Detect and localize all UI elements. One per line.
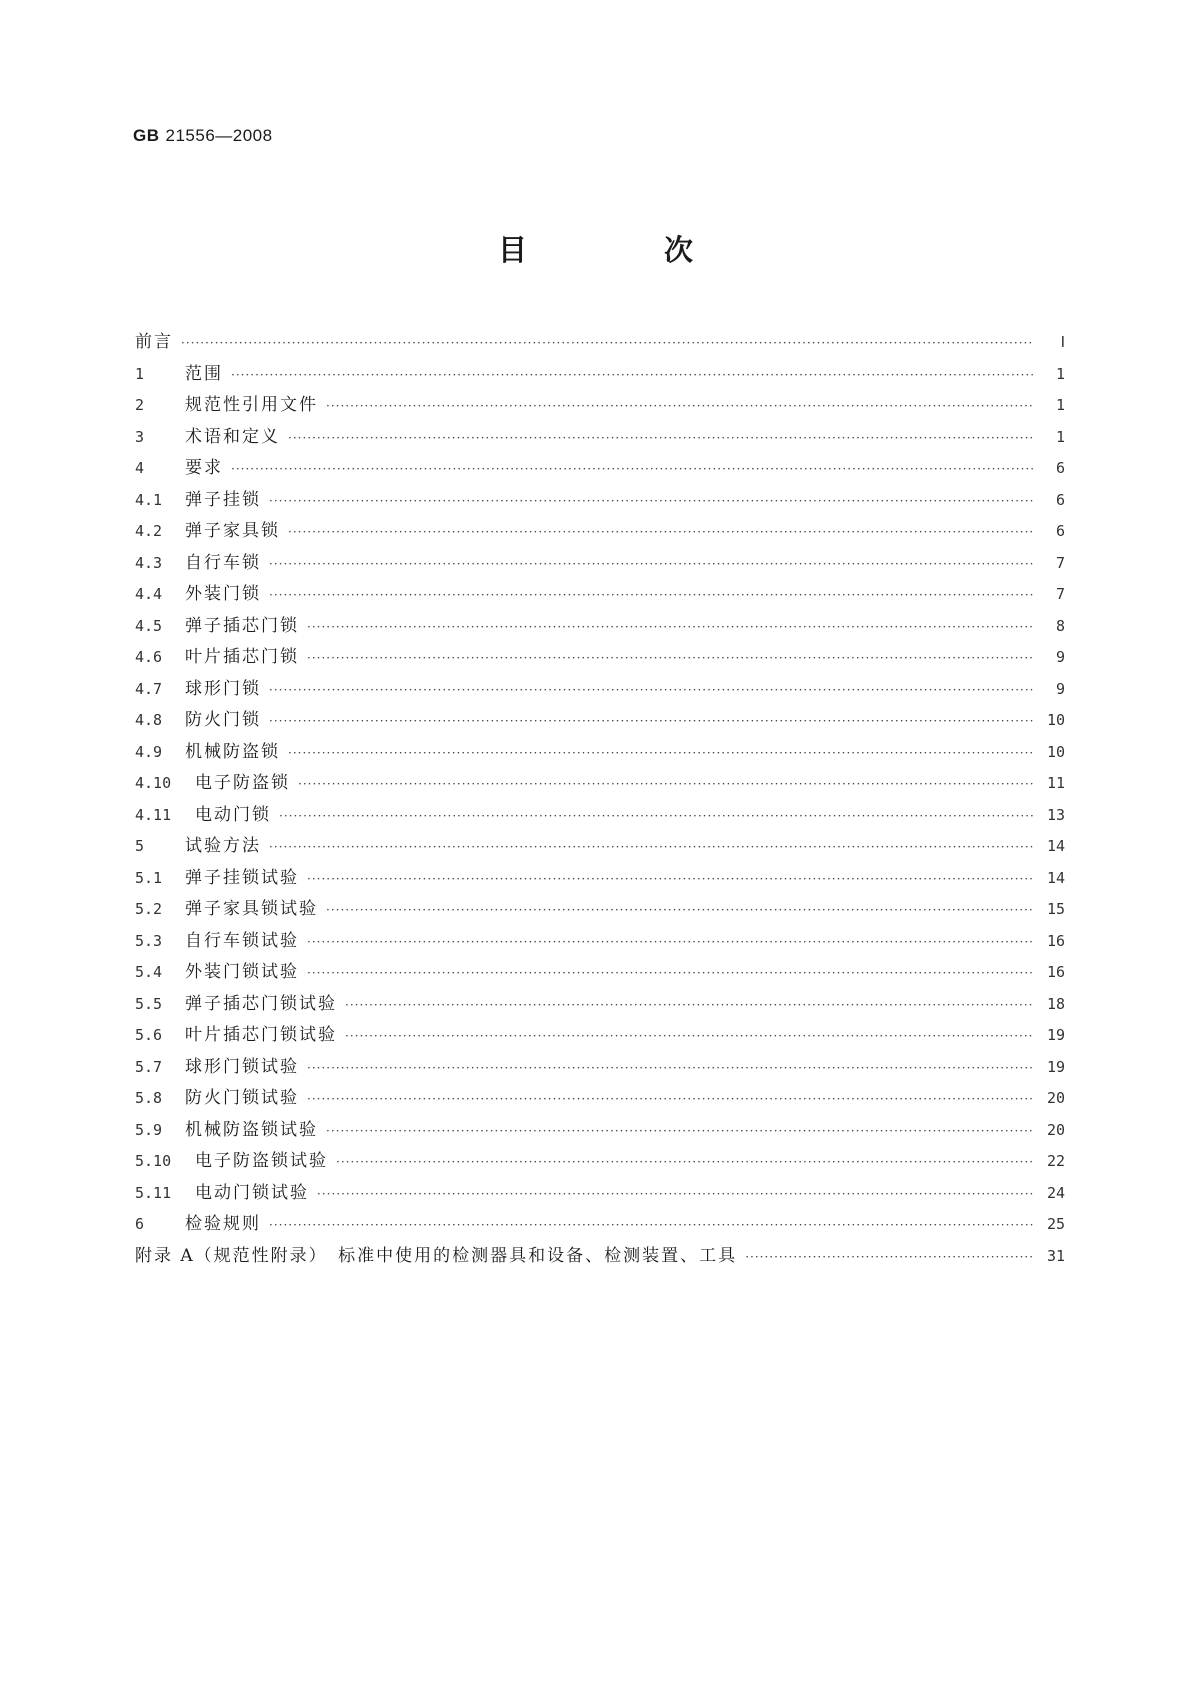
standard-number: 21556—2008 bbox=[165, 126, 273, 145]
toc-entry-number: 4.6 bbox=[135, 648, 163, 666]
toc-entry-number: 4.10 bbox=[135, 774, 172, 792]
toc-entry-title: 电动门锁试验 bbox=[195, 1182, 309, 1203]
toc-entry-title: 弹子插芯门锁试验 bbox=[185, 993, 337, 1014]
toc-entry-number: 5.11 bbox=[135, 1183, 172, 1202]
toc-entry[interactable] bbox=[135, 894, 1065, 926]
toc-entry-title: 外装门锁 bbox=[185, 584, 261, 604]
toc-entry[interactable] bbox=[135, 926, 1065, 958]
toc-dot-leader bbox=[269, 675, 1033, 707]
toc-entry[interactable] bbox=[135, 1178, 1065, 1210]
toc-dot-leader bbox=[307, 643, 1033, 675]
toc-entry-page: 14 bbox=[1046, 837, 1065, 855]
toc-entry-number: 5.4 bbox=[135, 963, 163, 981]
toc-dot-leader bbox=[231, 360, 1033, 392]
toc-entry-page: 9 bbox=[1055, 679, 1065, 698]
toc-entry[interactable] bbox=[135, 863, 1065, 895]
toc-entry[interactable] bbox=[135, 327, 1065, 359]
toc-dot-leader bbox=[345, 990, 1033, 1022]
toc-dot-leader bbox=[307, 1053, 1033, 1085]
toc-entry-title: 防火门锁 bbox=[185, 710, 261, 730]
toc-entry-title: 叶片插芯门锁 bbox=[185, 647, 299, 667]
toc-entry-number: 5.5 bbox=[135, 994, 163, 1013]
toc-entry-page: 19 bbox=[1046, 1026, 1065, 1044]
toc-entry-number: 5.3 bbox=[135, 931, 163, 950]
toc-dot-leader bbox=[307, 958, 1033, 990]
toc-entry[interactable] bbox=[135, 579, 1065, 611]
toc-entry-number: 5.2 bbox=[135, 900, 163, 918]
toc-entry-page: Ⅰ bbox=[1060, 333, 1065, 351]
toc-dot-leader bbox=[269, 706, 1033, 738]
toc-entry[interactable] bbox=[135, 1209, 1065, 1241]
toc-entry-title: 术语和定义 bbox=[185, 426, 280, 447]
toc-entry[interactable] bbox=[135, 705, 1065, 737]
toc-entry[interactable] bbox=[135, 611, 1065, 643]
toc-dot-leader bbox=[326, 391, 1033, 423]
toc-entry-title: 电子防盗锁 bbox=[195, 773, 290, 793]
toc-dot-leader bbox=[231, 454, 1033, 486]
toc-dot-leader bbox=[345, 1021, 1033, 1053]
toc-entry-page: 1 bbox=[1055, 364, 1065, 383]
toc-entry-title: 外装门锁试验 bbox=[185, 962, 299, 982]
toc-entry[interactable] bbox=[135, 516, 1065, 548]
toc-dot-leader bbox=[317, 1179, 1033, 1211]
toc-entry[interactable] bbox=[135, 768, 1065, 800]
toc-entry-number: 4.2 bbox=[135, 522, 163, 540]
toc-entry-title: 试验方法 bbox=[185, 836, 261, 856]
toc-entry-number: 5.8 bbox=[135, 1089, 163, 1107]
toc-dot-leader bbox=[269, 486, 1033, 518]
toc-entry-title: 规范性引用文件 bbox=[185, 395, 318, 415]
toc-entry-number: 3 bbox=[135, 427, 145, 446]
toc-entry[interactable] bbox=[135, 485, 1065, 517]
toc-entry-page: 1 bbox=[1055, 396, 1065, 414]
toc-entry-page: 6 bbox=[1055, 490, 1065, 509]
toc-entry-number: 4.1 bbox=[135, 490, 163, 509]
toc-entry-number: 6 bbox=[135, 1215, 145, 1233]
toc-entry-title: 弹子家具锁试验 bbox=[185, 899, 318, 919]
toc-entry-title: 弹子插芯门锁 bbox=[185, 615, 299, 636]
toc-entry-page: 18 bbox=[1046, 994, 1065, 1013]
toc-entry[interactable] bbox=[135, 1052, 1065, 1084]
toc-entry-page: 6 bbox=[1055, 522, 1065, 540]
toc-dot-leader bbox=[288, 738, 1033, 770]
toc-dot-leader bbox=[307, 927, 1033, 959]
toc-entry-page: 25 bbox=[1046, 1215, 1065, 1233]
toc-entry-title: 要求 bbox=[185, 458, 223, 478]
toc-entry-page: 1 bbox=[1055, 427, 1065, 446]
toc-entry-page: 7 bbox=[1055, 585, 1065, 603]
toc-entry-page: 31 bbox=[1046, 1246, 1065, 1265]
toc-dot-leader bbox=[326, 895, 1033, 927]
toc-entry-number: 5.7 bbox=[135, 1057, 163, 1076]
toc-entry-title: 电动门锁 bbox=[195, 804, 271, 825]
toc-entry[interactable] bbox=[135, 1083, 1065, 1115]
toc-dot-leader bbox=[269, 1210, 1033, 1242]
toc-entry-title: 球形门锁试验 bbox=[185, 1056, 299, 1077]
toc-entry-page: 22 bbox=[1046, 1152, 1065, 1170]
toc-dot-leader bbox=[336, 1147, 1033, 1179]
toc-entry-page: 20 bbox=[1046, 1089, 1065, 1107]
toc-dot-leader bbox=[298, 769, 1033, 801]
toc-entry[interactable] bbox=[135, 674, 1065, 706]
toc-entry-page: 10 bbox=[1046, 742, 1065, 761]
toc-entry-title: 弹子挂锁试验 bbox=[185, 867, 299, 888]
toc-entry[interactable] bbox=[135, 359, 1065, 391]
toc-entry-number: 4.8 bbox=[135, 711, 163, 729]
toc-entry[interactable] bbox=[135, 1020, 1065, 1052]
toc-dot-leader bbox=[307, 612, 1033, 644]
toc-entry-title: 前言 bbox=[135, 332, 173, 352]
toc-entry-page: 9 bbox=[1055, 648, 1065, 666]
toc-entry-number: 5.1 bbox=[135, 868, 163, 887]
toc-entry-page: 13 bbox=[1046, 805, 1065, 824]
toc-dot-leader bbox=[288, 517, 1033, 549]
toc-title: 目 次 bbox=[497, 233, 747, 267]
toc-entry[interactable] bbox=[135, 989, 1065, 1021]
toc-entry-number: 1 bbox=[135, 364, 145, 383]
toc-entry-page: 7 bbox=[1055, 553, 1065, 572]
toc-entry-title: 自行车锁试验 bbox=[185, 930, 299, 951]
toc-entry-title: 检验规则 bbox=[185, 1214, 261, 1234]
toc-entry[interactable] bbox=[135, 453, 1065, 485]
toc-entry[interactable] bbox=[135, 957, 1065, 989]
toc-entry[interactable] bbox=[135, 1241, 1065, 1273]
toc-entry-title: 自行车锁 bbox=[185, 552, 261, 573]
toc-entry-title: 机械防盗锁试验 bbox=[185, 1119, 318, 1140]
standard-prefix: GB bbox=[133, 126, 160, 145]
toc-dot-leader bbox=[181, 328, 1033, 360]
toc-entry-number: 4.3 bbox=[135, 553, 163, 572]
toc-entry-page: 15 bbox=[1046, 900, 1065, 918]
toc-entry-title: 球形门锁 bbox=[185, 678, 261, 699]
table-of-contents bbox=[135, 327, 1065, 1272]
toc-dot-leader bbox=[269, 832, 1033, 864]
toc-entry[interactable] bbox=[135, 642, 1065, 674]
toc-dot-leader bbox=[745, 1242, 1033, 1274]
toc-entry[interactable] bbox=[135, 737, 1065, 769]
toc-entry-page: 24 bbox=[1046, 1183, 1065, 1202]
toc-entry-number: 5.6 bbox=[135, 1026, 163, 1044]
toc-entry-number: 4.4 bbox=[135, 585, 163, 603]
toc-entry-title: 附录 A（规范性附录） 标准中使用的检测器具和设备、检测装置、工具 bbox=[135, 1245, 738, 1266]
toc-entry-title: 弹子挂锁 bbox=[185, 489, 261, 510]
toc-entry-number: 5.9 bbox=[135, 1120, 163, 1139]
toc-entry-number: 4.9 bbox=[135, 742, 163, 761]
toc-entry-title: 电子防盗锁试验 bbox=[195, 1151, 328, 1171]
toc-entry-page: 8 bbox=[1055, 616, 1065, 635]
toc-entry-page: 11 bbox=[1046, 774, 1065, 792]
toc-entry[interactable] bbox=[135, 831, 1065, 863]
toc-dot-leader bbox=[269, 549, 1033, 581]
toc-entry-number: 4 bbox=[135, 459, 145, 477]
toc-entry[interactable] bbox=[135, 1146, 1065, 1178]
standard-code bbox=[133, 126, 273, 146]
toc-dot-leader bbox=[269, 580, 1033, 612]
toc-entry[interactable] bbox=[135, 548, 1065, 580]
toc-entry-page: 10 bbox=[1046, 711, 1065, 729]
toc-dot-leader bbox=[307, 864, 1033, 896]
toc-entry[interactable] bbox=[135, 800, 1065, 832]
toc-entry-title: 弹子家具锁 bbox=[185, 521, 280, 541]
toc-entry-page: 16 bbox=[1046, 931, 1065, 950]
toc-entry-page: 6 bbox=[1055, 459, 1065, 477]
toc-dot-leader bbox=[288, 423, 1033, 455]
toc-entry-title: 叶片插芯门锁试验 bbox=[185, 1025, 337, 1045]
toc-entry[interactable] bbox=[135, 422, 1065, 454]
toc-dot-leader bbox=[307, 1084, 1033, 1116]
toc-entry-number: 4.5 bbox=[135, 616, 163, 635]
toc-dot-leader bbox=[279, 801, 1033, 833]
toc-entry-page: 14 bbox=[1046, 868, 1065, 887]
toc-entry-number: 5 bbox=[135, 837, 145, 855]
toc-entry-number: 4.11 bbox=[135, 805, 172, 824]
toc-entry-title: 防火门锁试验 bbox=[185, 1088, 299, 1108]
toc-entry[interactable] bbox=[135, 390, 1065, 422]
toc-entry-page: 16 bbox=[1046, 963, 1065, 981]
toc-entry-number: 5.10 bbox=[135, 1152, 172, 1170]
toc-entry-title: 范围 bbox=[185, 363, 223, 384]
toc-entry-page: 20 bbox=[1046, 1120, 1065, 1139]
toc-entry-number: 4.7 bbox=[135, 679, 163, 698]
toc-dot-leader bbox=[326, 1116, 1033, 1148]
toc-entry-number: 2 bbox=[135, 396, 145, 414]
toc-entry-page: 19 bbox=[1046, 1057, 1065, 1076]
toc-entry[interactable] bbox=[135, 1115, 1065, 1147]
toc-entry-title: 机械防盗锁 bbox=[185, 741, 280, 762]
